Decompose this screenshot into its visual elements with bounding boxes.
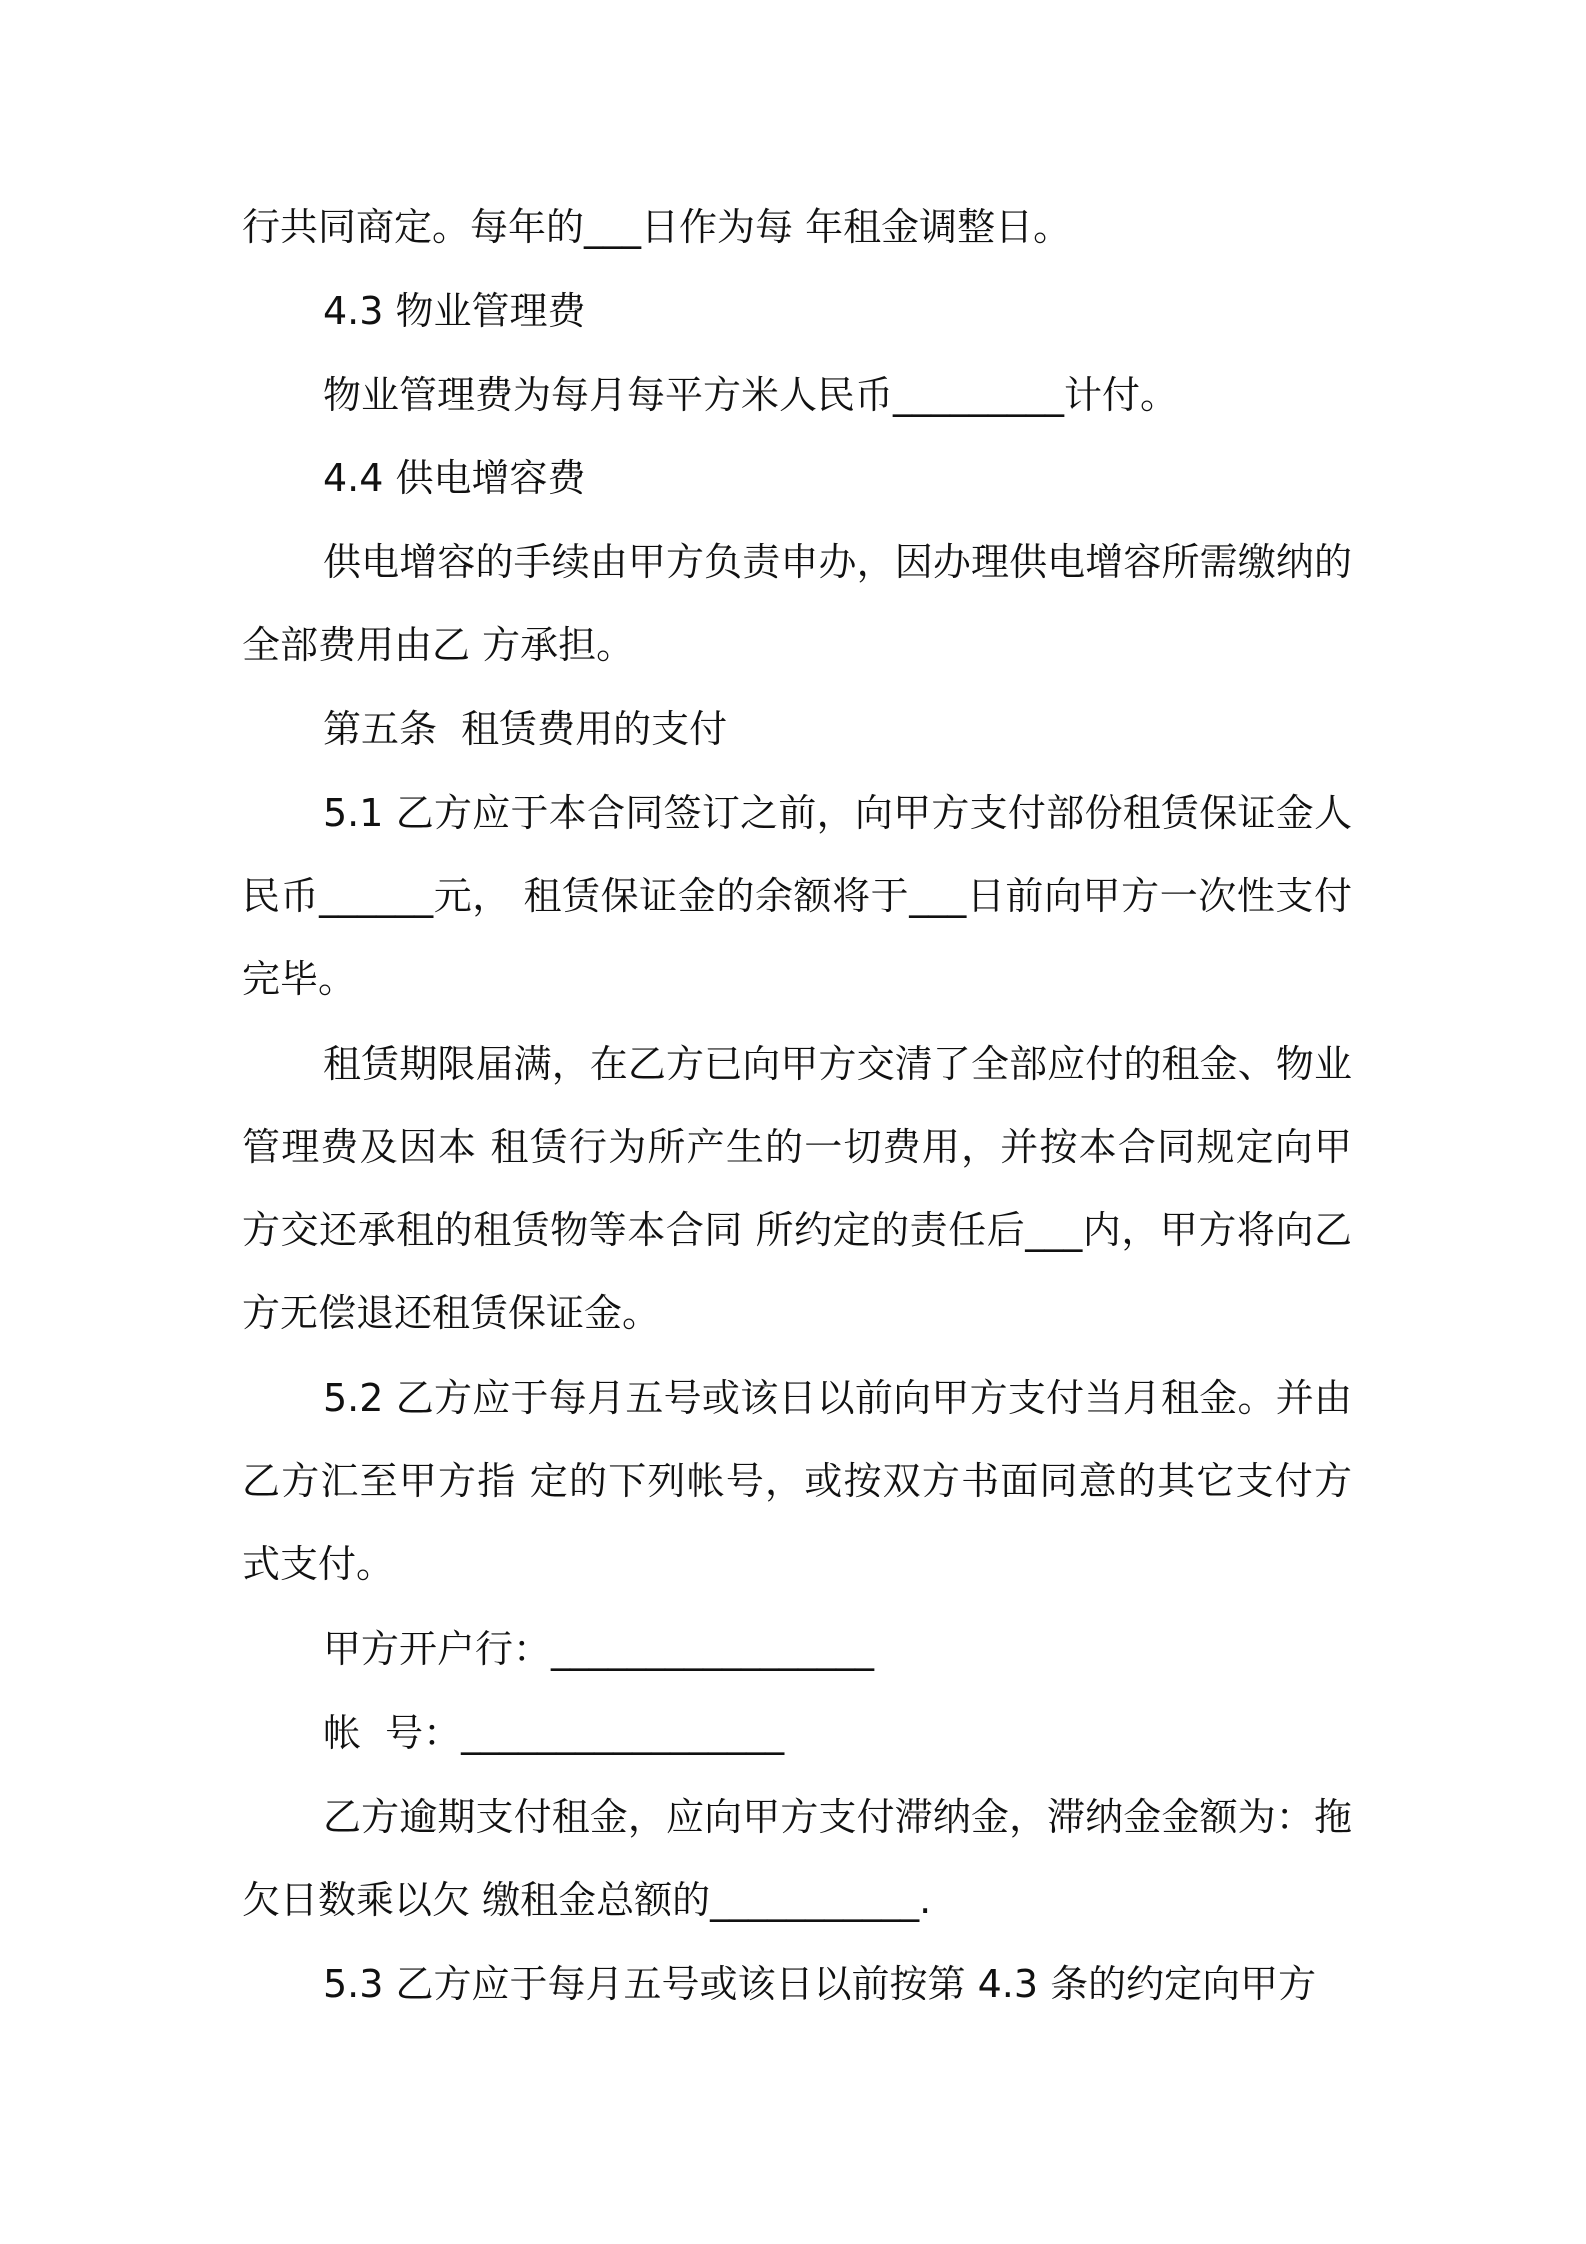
- paragraph-rent-adjustment-date: 行共同商定。每年的___日作为每 年租金调整日。: [242, 205, 1072, 249]
- paragraph-late-fee: 乙方逾期支付租金，应向甲方支付滞纳金，滞纳金金额为：拖欠日数乘以欠 缴租金总额的___________.: [242, 1795, 1352, 1922]
- heading-article-5-payment: 第五条 租赁费用的支付: [323, 707, 728, 751]
- field-party-a-bank: 甲方开户行：_________________: [323, 1627, 875, 1671]
- paragraph-5-2-monthly-rent: 5.2 乙方应于每月五号或该日以前向甲方支付当月租金。并由乙方汇至甲方指 定的下列帐号，或按双方书面同意的其它支付方式支付。: [242, 1376, 1352, 1586]
- paragraph-deposit-refund: 租赁期限届满，在乙方已向甲方交清了全部应付的租金、物业管理费及因本 租赁行为所产生的一切费用，并按本合同规定向甲方交还承租的租赁物等本合同 所约定的责任后___内，甲方将向乙方无偿退还租赁保证金。: [242, 1042, 1352, 1335]
- heading-4-3-property-fee: 4.3 物业管理费: [323, 289, 586, 333]
- paragraph-5-3-property-fee-payment: 5.3 乙方应于每月五号或该日以前按第 4.3 条的约定向甲方: [323, 1962, 1317, 2006]
- paragraph-5-1-deposit: 5.1 乙方应于本合同签订之前，向甲方支付部份租赁保证金人民币______元， 租赁保证金的余额将于___日前向甲方一次性支付完毕。: [242, 791, 1352, 1001]
- paragraph-property-fee: 物业管理费为每月每平方米人民币_________计付。: [323, 373, 1179, 417]
- field-account-number: 帐 号：_________________: [323, 1711, 785, 1755]
- paragraph-power-capacity-fee: 供电增容的手续由甲方负责申办，因办理供电增容所需缴纳的全部费用由乙 方承担。: [242, 540, 1352, 667]
- heading-4-4-power-capacity-fee: 4.4 供电增容费: [323, 456, 586, 500]
